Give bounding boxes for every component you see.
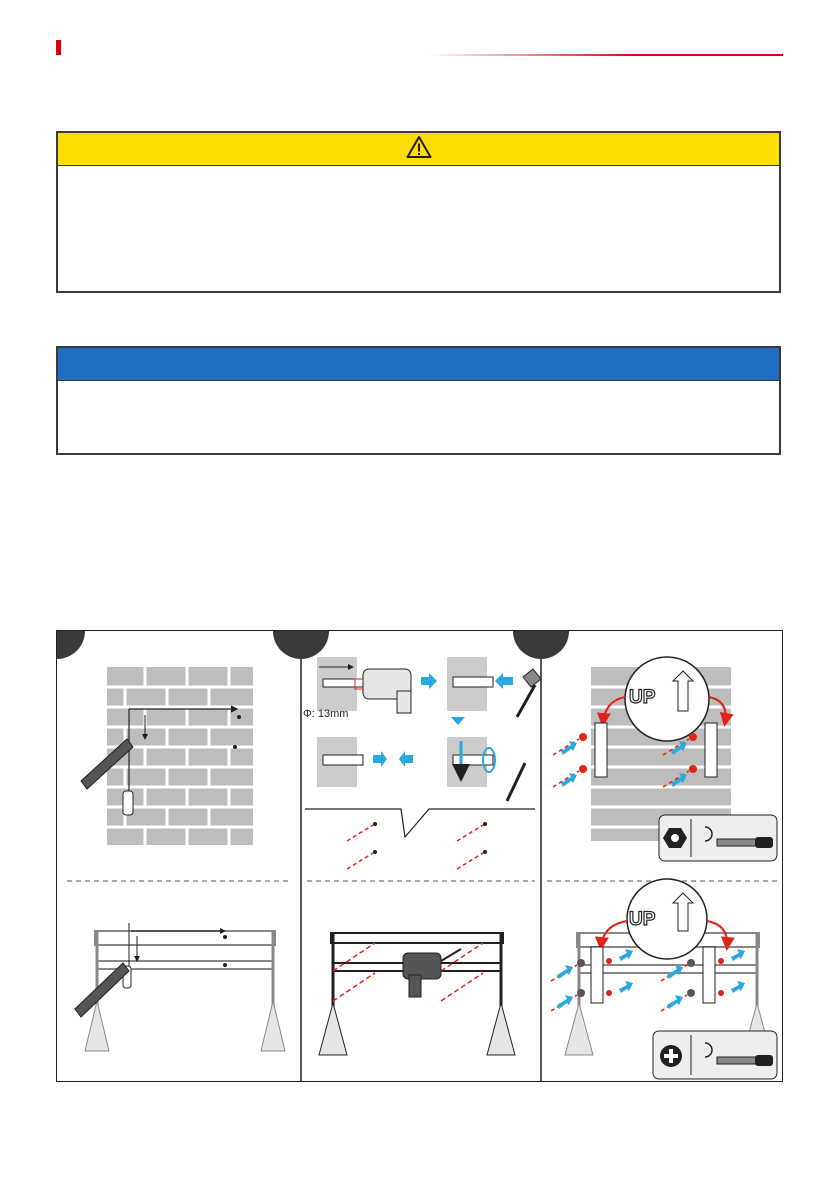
wrench-icon xyxy=(717,837,773,848)
warning-triangle-icon xyxy=(406,135,432,164)
step-badge-3 xyxy=(513,631,569,659)
panel2-frame xyxy=(319,933,515,1055)
phillips-screw-icon xyxy=(660,1045,682,1067)
installation-illustration xyxy=(57,631,783,1082)
notice-body xyxy=(58,381,779,405)
warning-header xyxy=(58,133,779,166)
header-rule xyxy=(428,54,783,56)
notice-box xyxy=(56,346,781,455)
drill-diameter-label: Φ: 13mm xyxy=(303,708,349,720)
panel3-wall-mount xyxy=(553,657,777,861)
up-label-top: UP xyxy=(629,687,656,708)
up-label-bottom: UP xyxy=(629,909,656,930)
notice-header xyxy=(58,348,779,381)
panel2-drill-steps xyxy=(303,657,541,869)
panel1-brick-wall xyxy=(81,667,253,845)
panel3-frame-mount xyxy=(551,879,777,1079)
panel1-frame xyxy=(75,923,285,1051)
section-marker xyxy=(56,40,61,55)
installation-figure xyxy=(56,630,783,1082)
warning-body xyxy=(58,166,779,190)
step-badge-2 xyxy=(273,631,329,659)
warning-box xyxy=(56,131,781,293)
step-badge-1 xyxy=(57,631,85,659)
